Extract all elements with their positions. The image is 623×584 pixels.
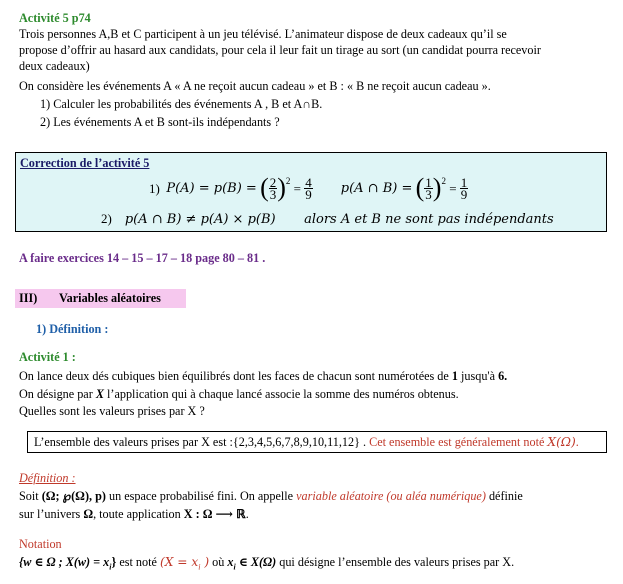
correction-line-2	[101, 211, 554, 227]
notation-text: qui désigne l’ensemble des valeurs prises par X.	[276, 555, 515, 569]
fraction-1-3	[424, 174, 433, 202]
activity5-events: On considère les événements A « A ne reçoit aucun cadeau » et B : « B ne reçoit aucun cadeau ».	[19, 79, 491, 93]
activity1-line-1-text: jusqu'à	[457, 369, 499, 383]
activity5-text-line: propose d’offrir au hasard aux candidats, pour cela il leur fait un tirage au sort (un candidat pourra recevoir	[19, 43, 541, 57]
notation-event: (X = x	[159, 555, 199, 569]
notation-text: où	[209, 555, 228, 569]
notation-text: est noté	[116, 555, 160, 569]
fraction-2-3	[269, 174, 278, 202]
notation-line	[19, 555, 514, 574]
definition-title: Définition :	[19, 471, 76, 485]
notation-in-x-omega: ∈ X(Ω)	[235, 555, 277, 569]
paren-open: (	[415, 173, 425, 202]
definition-text: .	[245, 507, 249, 521]
fraction-denominator: 3	[425, 186, 432, 202]
paren-open: (	[260, 173, 269, 202]
activity1-line-1-bold: 6.	[498, 369, 508, 383]
answer-set: L’ensemble des valeurs prises par X est :{2,3,4,5,6,7,8,9,10,11,12} .	[34, 435, 370, 449]
equals-sign: =	[449, 180, 457, 196]
activity1-line-2-text: On désigne par	[19, 387, 96, 401]
activity1-line-2-text: l’application qui à chaque lancé associe la somme des numéros obtenus.	[103, 387, 459, 401]
notation-set: {w ∈ Ω ; X(w) = x	[19, 555, 110, 569]
notation-title: Notation	[19, 537, 62, 551]
definition-text: , toute application	[93, 507, 184, 521]
subscript-i: i	[109, 562, 112, 572]
activity5-text-line: deux cadeaux)	[19, 59, 90, 73]
fraction-denominator: 3	[269, 186, 277, 202]
section-title: Variables aléatoires	[59, 291, 161, 305]
subscript-i: i	[198, 562, 201, 572]
universe-omega: Ω	[83, 507, 94, 521]
definition-text: définie	[485, 489, 523, 503]
answer-box	[27, 431, 607, 453]
exponent: 2	[285, 176, 291, 186]
answer-note: Cet ensemble est généralement noté	[369, 435, 548, 449]
definition-text: Soit	[19, 489, 42, 503]
activity5-title: Activité 5 p74	[19, 11, 91, 25]
notation-event-close: )	[200, 555, 210, 569]
prob-a-inter-b: p(A ∩ B) =	[340, 180, 413, 196]
activity1-line-2	[19, 387, 459, 402]
subsection-heading: 1) Définition :	[36, 322, 109, 336]
prob-a-equals-prob-b: P(A) = p(B) =	[166, 180, 257, 196]
fraction-denominator: 9	[460, 186, 468, 202]
correction-line-1-number: 1)	[149, 180, 160, 196]
notation-xi: x	[227, 555, 234, 569]
activity5-question-2: 2) Les événements A et B sont-ils indépendants ?	[40, 115, 280, 129]
correction-line-2-number: 2)	[101, 211, 112, 226]
fraction-numerator: 1	[460, 174, 468, 190]
paren-close: )	[277, 173, 286, 202]
fraction-1-9	[460, 174, 469, 202]
activity5-text-line: Trois personnes A,B et C participent à un jeu télévisé. L’animateur dispose de deux cadeaux qu’il se	[19, 27, 507, 41]
fraction-numerator: 1	[425, 174, 432, 190]
probability-space: (Ω; ℘(Ω), p)	[41, 489, 106, 503]
fraction-numerator: 4	[305, 174, 312, 190]
definition-line-2	[19, 507, 249, 522]
answer-notation: X(Ω)	[547, 435, 576, 449]
fraction-numerator: 2	[269, 174, 277, 190]
definition-line-1	[19, 489, 523, 504]
activity1-line-1-text: On lance deux dés cubiques bien équilibrés dont les faces de chacun sont numérotées de	[19, 369, 452, 383]
subscript-i: i	[233, 562, 236, 572]
activity1-variable-x: X	[95, 387, 104, 401]
random-variable-term: variable aléatoire (ou aléa numérique)	[296, 489, 486, 503]
activity1-line-1-bold: 1	[451, 369, 458, 383]
correction-title: Correction de l’activité 5	[20, 156, 150, 170]
correction-line-1	[149, 172, 468, 204]
paren-close: )	[432, 173, 442, 202]
notation-set-close: }	[111, 555, 117, 569]
exercises-line: A faire exercices 14 – 15 – 17 – 18 page 80 – 81 .	[19, 251, 266, 265]
definition-text: un espace probabilisé fini. On appelle	[105, 489, 297, 503]
activity5-question-1: 1) Calculer les probabilités des événements A , B et A∩B.	[40, 97, 323, 111]
independence-conclusion: alors A et B ne sont pas indépendants	[304, 212, 554, 227]
exponent: 2	[441, 176, 446, 186]
activity1-question: Quelles sont les valeurs prises par X ?	[19, 404, 205, 418]
section-number: III)	[19, 291, 38, 305]
answer-text	[34, 435, 579, 450]
fraction-denominator: 9	[305, 186, 312, 202]
section-heading	[15, 289, 186, 308]
independence-inequality: p(A ∩ B) ≠ p(A) × p(B)	[124, 212, 276, 227]
equals-sign: =	[293, 180, 302, 196]
correction-box	[15, 152, 607, 232]
answer-period: .	[575, 435, 579, 449]
activity1-line-1	[19, 369, 507, 384]
definition-text: sur l’univers	[19, 507, 84, 521]
application-mapping: X : Ω ⟶ ℝ	[183, 507, 246, 521]
activity1-title: Activité 1 :	[19, 350, 76, 364]
fraction-4-9	[304, 174, 313, 202]
